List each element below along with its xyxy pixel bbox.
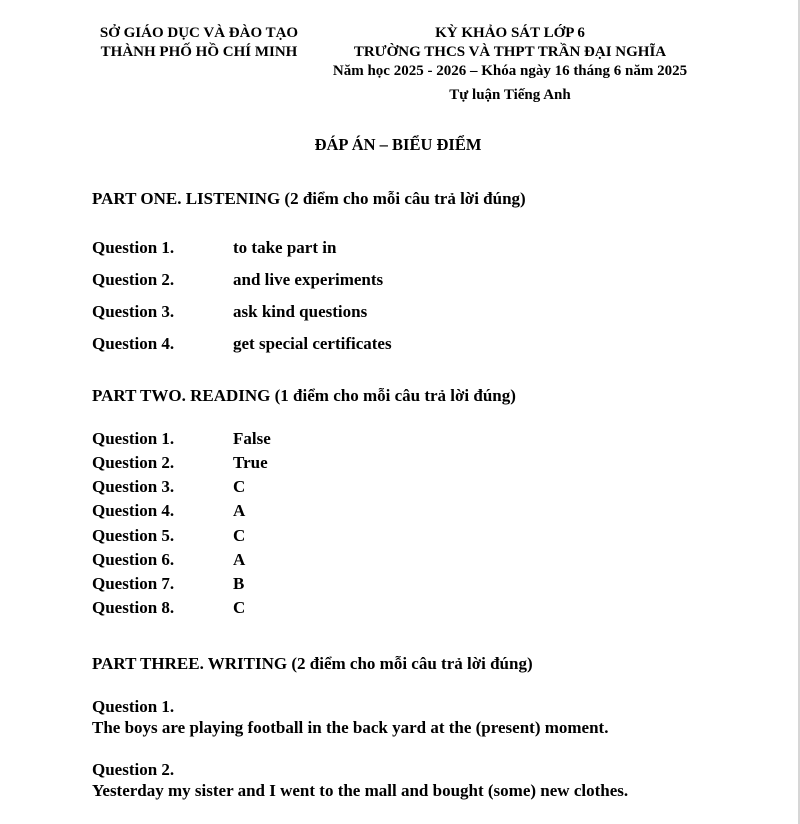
listening-question-3 [92,302,367,322]
question-answer: get special certificates [233,334,392,353]
question-answer: ask kind questions [233,302,368,321]
writing-question-1-label: Question 1. [92,697,175,716]
exam-title: KỲ KHẢO SÁT LỚP 6 [435,25,585,41]
question-label: Question 4. [92,501,175,520]
question-label: Question 8. [92,598,175,617]
reading-heading: PART TWO. READING (1 điểm cho mỗi câu trả lời đúng) [92,386,516,405]
department-line-1: SỞ GIÁO DỤC VÀ ĐÀO TẠO [99,25,299,41]
listening-question-2 [92,270,383,290]
department-header [88,24,310,62]
exam-header [300,24,720,105]
writing-question-2-label: Question 2. [92,760,175,779]
listening-question-1 [92,238,336,258]
writing-question-2-answer: Yesterday my sister and I went to the mall and bought (some) new clothes. [92,781,629,800]
listening-heading: PART ONE. LISTENING (2 điểm cho mỗi câu trả lời đúng) [92,189,526,208]
question-label: Question 2. [92,453,175,472]
question-answer: B [233,574,245,593]
department-line-2: THÀNH PHỐ HỒ CHÍ MINH [100,44,298,60]
question-answer: C [233,477,246,496]
page-title: ĐÁP ÁN – BIỂU ĐIỂM [314,135,482,154]
question-answer: C [233,598,246,617]
reading-question-8 [92,598,245,618]
question-label: Question 1. [92,238,175,257]
question-label: Question 7. [92,574,175,593]
reading-question-3 [92,477,245,497]
question-answer: A [233,550,246,569]
reading-question-6 [92,550,245,570]
reading-question-2 [92,453,268,473]
exam-date: Năm học 2025 - 2026 – Khóa ngày 16 tháng 6 năm 2025 [332,63,688,79]
question-label: Question 2. [92,270,175,289]
question-label: Question 1. [92,429,175,448]
question-label: Question 3. [92,302,175,321]
question-label: Question 4. [92,334,175,353]
question-label: Question 3. [92,477,175,496]
reading-question-5 [92,526,245,546]
writing-question-1-answer: The boys are playing football in the back yard at the (present) moment. [92,718,609,737]
reading-question-1 [92,429,271,449]
question-answer: A [233,501,246,520]
school-name: TRƯỜNG THCS VÀ THPT TRẦN ĐẠI NGHĨA [353,44,667,60]
exam-subject: Tự luận Tiếng Anh [449,87,571,103]
question-answer: C [233,526,246,545]
writing-heading: PART THREE. WRITING (2 điểm cho mỗi câu trả lời đúng) [92,654,533,673]
reading-question-7 [92,574,244,594]
reading-question-4 [92,501,245,521]
question-answer: to take part in [233,238,337,257]
question-label: Question 5. [92,526,175,545]
question-answer: and live experiments [233,270,384,289]
question-label: Question 6. [92,550,175,569]
listening-question-4 [92,334,392,354]
question-answer: False [233,429,271,448]
question-answer: True [233,453,268,472]
